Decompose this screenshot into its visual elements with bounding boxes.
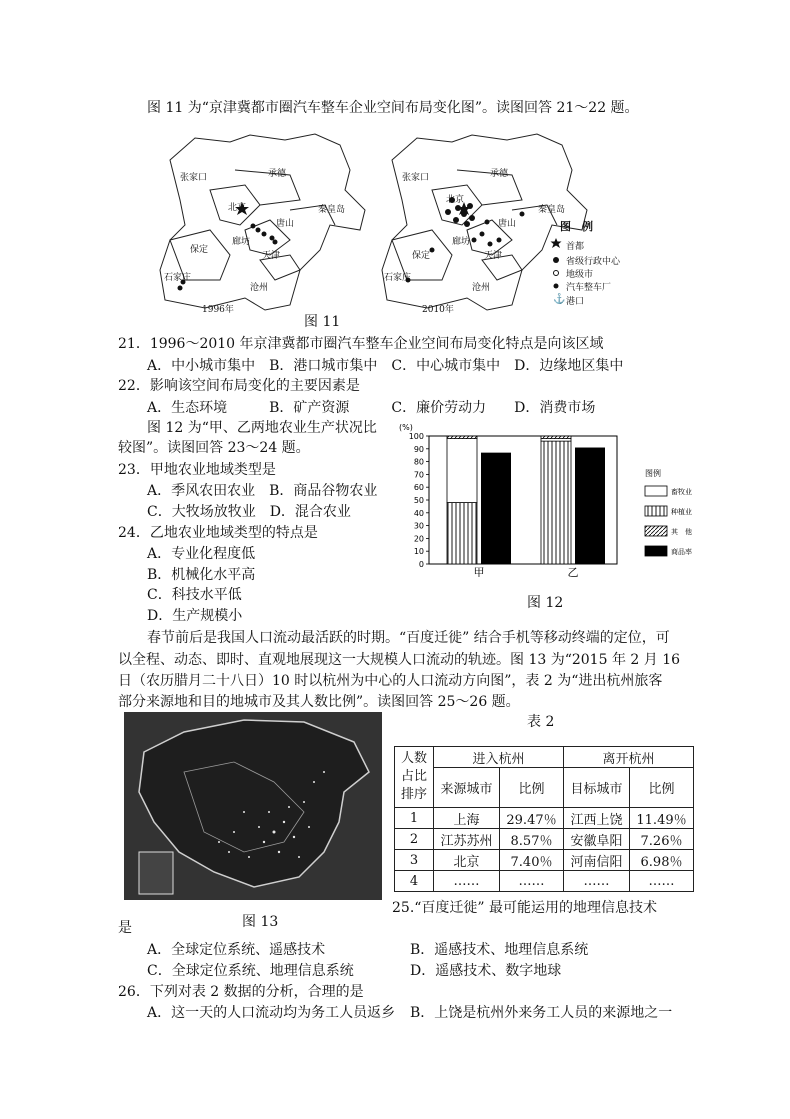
chart-svg (395, 422, 695, 577)
city-label: 石家庄 (384, 273, 412, 283)
table-row (395, 829, 694, 850)
y-tick-label: 10 (413, 547, 424, 557)
migration-map-svg (124, 712, 382, 900)
q21-stem: 21．1996～2010 年京津冀都市圈汽车整车企业空间布局变化特点是向该区域 (118, 336, 604, 352)
city-label: 唐山 (276, 219, 295, 229)
map-year: 2010年 (422, 305, 454, 315)
legend-title: 图 例 (560, 220, 593, 233)
q21-options: A．中小城市集中 B．港口城市集中 C．中心城市集中 D．边缘地区集中 (147, 358, 624, 374)
col-header-ratio: 比例 (500, 768, 564, 808)
table-cell: 北京 (434, 850, 500, 871)
map-svg (150, 130, 710, 315)
table-row (395, 850, 694, 871)
car-factory-icon (554, 284, 559, 289)
stacked-bar-segment (447, 439, 477, 503)
q22-options: A．生态环境 B．矿产资源 C．廉价劳动力 D．消费市场 (147, 400, 596, 416)
table-cell: 11.49％ (630, 808, 694, 829)
city-label: 沧州 (250, 283, 269, 293)
y-tick-label: 20 (413, 534, 424, 544)
city-label: 秦皇岛 (538, 205, 566, 215)
q24-option-a: A．专业化程度低 (147, 546, 256, 562)
figure-11-maps (150, 130, 710, 315)
table-2-caption: 表 2 (527, 714, 555, 730)
table-cell: …… (434, 871, 500, 892)
y-tick-label: 100 (408, 432, 424, 441)
table-cell: 3 (395, 850, 434, 871)
y-tick-label: 80 (413, 457, 424, 467)
stacked-bar-segment (541, 441, 571, 564)
q26-stem: 26．下列对表 2 数据的分析，合理的是 (118, 984, 364, 1000)
table-cell: 1 (395, 808, 434, 829)
city-label: 保定 (190, 245, 209, 255)
provincial-center-icon (553, 257, 559, 263)
table-corner: 人数 占比 排序 (395, 747, 434, 808)
table-cell: 2 (395, 829, 434, 850)
q25-option-b: B．遥感技术、地理信息系统 (410, 942, 589, 958)
table-cell: 江西上饶 (563, 808, 629, 829)
city-label: 张家口 (402, 173, 430, 183)
q22-stem: 22．影响该空间布局变化的主要因素是 (118, 378, 360, 394)
city-label: 北京 (446, 195, 465, 205)
table-row (395, 871, 694, 892)
legend-label: 汽车整车厂 (566, 283, 612, 293)
map-year: 1996年 (202, 305, 234, 315)
q23-options-1: A．季风农田农业 B．商品谷物农业 (147, 483, 378, 499)
table-cell: …… (630, 871, 694, 892)
chart-legend-title: 图例 (645, 469, 661, 478)
q23-stem: 23．甲地农业地域类型是 (118, 462, 276, 478)
intro-fig12-cont: 较图”。读图回答 23～24 题。 (118, 440, 310, 456)
city-label: 张家口 (180, 173, 208, 183)
chart-legend-label: 商品率 (671, 548, 692, 556)
q26-option-a: A．这一天的人口流动均为务工人员返乡 (147, 1005, 396, 1021)
chart-legend-swatch (645, 546, 667, 556)
stacked-bar-segment (447, 503, 477, 564)
legend-label: 地级市 (566, 270, 594, 280)
city-label: 北京 (228, 203, 247, 213)
y-tick-label: 70 (413, 470, 424, 480)
table-cell: 6.98％ (630, 850, 694, 871)
city-label: 承德 (490, 169, 509, 179)
legend-label: 省级行政中心 (566, 257, 621, 267)
legend-label: 港口 (566, 297, 585, 307)
y-tick-label: 40 (413, 508, 424, 518)
city-label: 唐山 (498, 219, 517, 229)
table-cell: 7.26％ (630, 829, 694, 850)
y-tick-label: 90 (413, 444, 424, 454)
intro-q25-line4: 部分来源地和目的地城市及其人数比例”。读图回答 25～26 题。 (118, 694, 520, 710)
q25-option-c: C．全球定位系统、地理信息系统 (147, 963, 354, 979)
prefecture-city-icon (554, 271, 559, 276)
col-header-ratio: 比例 (630, 768, 694, 808)
chart-legend-label: 其 他 (671, 528, 692, 536)
group-header-out: 离开杭州 (563, 747, 693, 768)
x-category-label: 乙 (567, 566, 579, 577)
q24-stem: 24．乙地农业地域类型的特点是 (118, 525, 318, 541)
port-icon: ⚓ (553, 294, 566, 305)
city-label: 天津 (262, 251, 281, 261)
figure-13-migration-map (124, 712, 382, 900)
q24-option-b: B．机械化水平高 (147, 567, 256, 583)
city-label: 沧州 (472, 283, 491, 293)
group-header-in: 进入杭州 (434, 747, 564, 768)
legend-label: 首都 (566, 242, 585, 252)
table-cell: 7.40％ (500, 850, 564, 871)
city-label: 秦皇岛 (318, 205, 346, 215)
q24-option-c: C．科技水平低 (147, 587, 242, 603)
y-tick-label: 0 (418, 560, 424, 569)
table-cell: 29.47％ (500, 808, 564, 829)
intro-q25-line1: 春节前后是我国人口流动最活跃的时期。“百度迁徙” 结合手机等移动终端的定位，可 (147, 630, 670, 646)
chart-legend-swatch (645, 506, 667, 516)
city-label: 石家庄 (164, 273, 192, 283)
y-axis-unit: (%) (399, 423, 413, 432)
q25-option-a: A．全球定位系统、遥感技术 (147, 942, 326, 958)
table-cell: 上海 (434, 808, 500, 829)
intro-q25-line2: 以全程、动态、即时、直观地展现这一大规模人口流动的轨迹。图 13 为“2015 年 2 月 16 (118, 652, 681, 668)
inset-box (139, 852, 173, 894)
q25-stem: 25.“百度迁徙” 最可能运用的地理信息技术 (392, 900, 658, 916)
city-label: 廊坊 (232, 237, 251, 247)
table-cell: 8.57％ (500, 829, 564, 850)
stacked-bar-segment (541, 436, 571, 439)
star-icon (551, 238, 562, 248)
stacked-bar-segment (447, 436, 477, 439)
city-label: 廊坊 (452, 237, 471, 247)
intro-q25-line3: 日（农历腊月二十八日）10 时以杭州为中心的人口流动方向图”，表 2 为“进出杭州旅客 (118, 673, 663, 689)
table-row (395, 808, 694, 829)
table-2 (394, 746, 694, 892)
figure-13-caption: 图 13 (242, 914, 279, 930)
commodity-rate-bar (481, 453, 511, 564)
table-cell: 4 (395, 871, 434, 892)
commodity-rate-bar (575, 448, 605, 564)
y-tick-label: 30 (413, 521, 424, 531)
figure-12-chart (395, 422, 695, 577)
table-cell: …… (500, 871, 564, 892)
chart-legend-swatch (645, 486, 667, 496)
q26-option-b: B．上饶是杭州外来务工人员的来源地之一 (410, 1005, 673, 1021)
chart-legend-label: 畜牧业 (671, 488, 692, 496)
col-header-source: 来源城市 (434, 768, 500, 808)
figure-12-caption: 图 12 (527, 595, 564, 611)
x-category-label: 甲 (473, 566, 485, 577)
city-label: 保定 (412, 251, 431, 261)
table-cell: …… (563, 871, 629, 892)
table-cell: 安徽阜阳 (563, 829, 629, 850)
intro-fig11: 图 11 为“京津冀都市圈汽车整车企业空间布局变化图”。读图回答 21～22 题。 (147, 100, 639, 116)
y-tick-label: 50 (413, 496, 424, 505)
chart-legend-label: 种植业 (671, 508, 692, 516)
chart-legend-swatch (645, 526, 667, 536)
intro-fig12: 图 12 为“甲、乙两地农业生产状况比 (147, 420, 377, 436)
city-label: 天津 (484, 251, 503, 261)
q25-stem-tail: 是 (118, 920, 132, 936)
table-cell: 江苏苏州 (434, 829, 500, 850)
legend-symbols (551, 238, 566, 305)
q23-options-2: C．大牧场放牧业 D．混合农业 (147, 504, 351, 520)
q24-option-d: D．生产规模小 (147, 608, 243, 624)
city-label: 承德 (268, 169, 287, 179)
y-tick-label: 60 (413, 483, 424, 493)
col-header-target: 目标城市 (563, 768, 629, 808)
table-cell: 河南信阳 (563, 850, 629, 871)
q25-option-d: D．遥感技术、数字地球 (410, 963, 562, 979)
figure-11-caption: 图 11 (304, 314, 341, 330)
